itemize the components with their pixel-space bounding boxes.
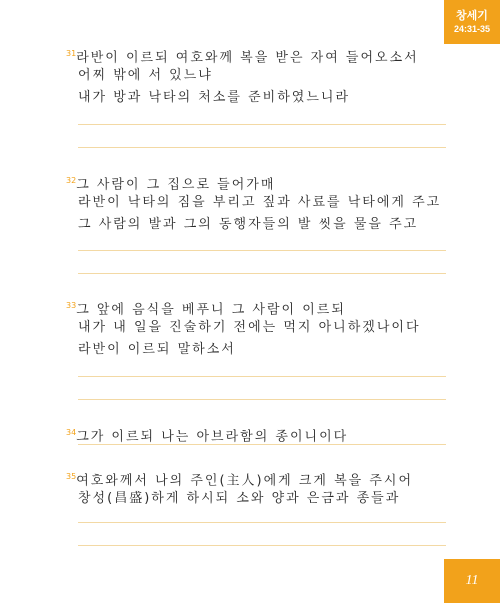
writing-line (78, 399, 446, 400)
verse-number: 31 (66, 49, 77, 58)
writing-line (78, 124, 446, 125)
writing-line (78, 444, 446, 445)
verse-33 (66, 295, 444, 361)
verse-line: 라반이 이르되 말하소서 (78, 342, 236, 357)
book-title: 창세기 (456, 10, 488, 22)
writing-line (78, 273, 446, 274)
verse-line: $^{31}$라반이 이르되 여호와께 복을 받은 자여 들어오소서 (66, 49, 419, 66)
verse-line: $^{34}$그가 이르되 나는 아브라함의 종이니이다 (66, 428, 349, 445)
verse-line: $^{35}$여호와께서 나의 주인(主人)에게 크게 복을 주시어 (66, 472, 414, 489)
verse-number: 34 (66, 428, 77, 437)
verse-number: 33 (66, 301, 77, 310)
writing-line (78, 545, 446, 546)
page-number: 11 (444, 559, 500, 603)
verse-line: 창성(昌盛)하게 하시되 소와 양과 은금과 종들과 (78, 491, 401, 506)
verse-number: 32 (66, 176, 77, 185)
verse-line: 내가 내 일을 진술하기 전에는 먹지 아니하겠나이다 (78, 320, 421, 335)
writing-line (78, 147, 446, 148)
verse-32 (66, 170, 444, 236)
verse-line: $^{32}$그 사람이 그 집으로 들어가매 (66, 176, 276, 193)
verse-line: 라반이 낙타의 짐을 부리고 짚과 사료를 낙타에게 주고 (78, 195, 442, 210)
writing-line (78, 376, 446, 377)
verse-34 (66, 422, 444, 445)
verse-line: 내가 방과 낙타의 처소를 준비하였느니라 (78, 90, 351, 105)
writing-line (78, 522, 446, 523)
verse-31 (66, 43, 444, 109)
verse-line: 어찌 밖에 서 있느냐 (78, 68, 213, 83)
verse-line: $^{33}$그 앞에 음식을 베푸니 그 사람이 이르되 (66, 301, 346, 318)
verse-35 (66, 466, 444, 510)
writing-line (78, 250, 446, 251)
verse-number: 35 (66, 472, 77, 481)
chapter-tab (444, 0, 500, 44)
verse-range: 24:31-35 (453, 24, 491, 34)
verse-line: 그 사람의 발과 그의 동행자들의 발 씻을 물을 주고 (78, 217, 419, 232)
